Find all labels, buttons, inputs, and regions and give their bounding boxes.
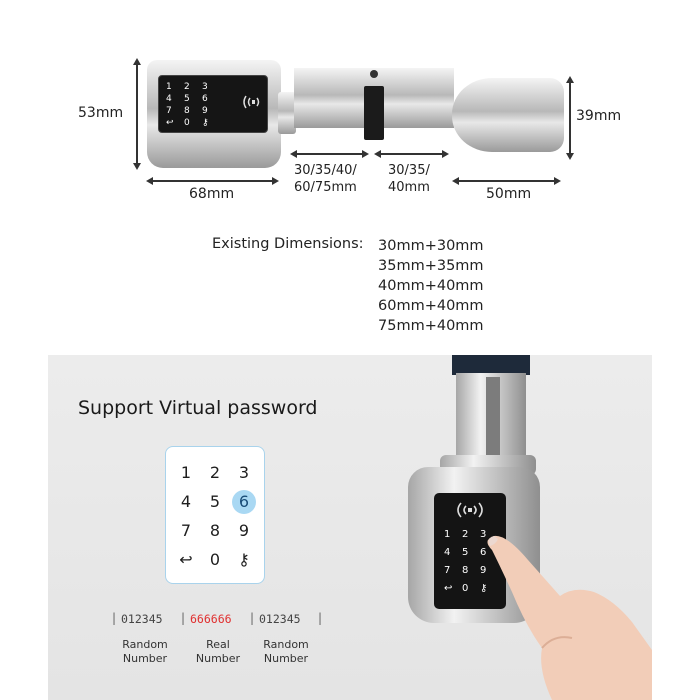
- arrow-up: [133, 58, 141, 65]
- existing-value: 60mm+40mm: [378, 298, 484, 314]
- small-keypad-grid: [164, 80, 240, 130]
- arrow-left: [374, 150, 381, 158]
- small-key: 6: [202, 94, 208, 104]
- existing-value: 40mm+40mm: [378, 278, 484, 294]
- dim-label-panel: 68mm: [189, 186, 235, 202]
- dim-label-height-right: 39mm: [576, 108, 622, 124]
- rfid-icon: [455, 500, 485, 520]
- dim-line-cyl-left: [294, 153, 364, 155]
- existing-label: Existing Dimensions:: [212, 236, 364, 252]
- key-7: 7: [180, 521, 192, 540]
- lock-key: 2: [462, 529, 469, 540]
- lock-key: ⚷: [480, 583, 488, 594]
- small-key: 5: [184, 94, 190, 104]
- small-key: 7: [166, 106, 172, 116]
- arrow-down: [133, 163, 141, 170]
- lock-key: 5: [462, 547, 469, 558]
- dim-label-cyl-right: 30/35/ 40mm: [388, 163, 430, 195]
- hand-icon: [482, 530, 652, 700]
- separator: |: [318, 611, 323, 625]
- separator: |: [181, 611, 186, 625]
- dim-line-panel: [150, 180, 274, 182]
- existing-value: 75mm+40mm: [378, 318, 484, 334]
- virtual-password-title: Support Virtual password: [78, 397, 318, 419]
- random-number-right: 012345: [259, 612, 301, 626]
- key-2: 2: [209, 463, 221, 482]
- small-key: 3: [202, 82, 208, 92]
- arrow-up: [566, 76, 574, 83]
- lock-key: 3: [480, 529, 487, 540]
- cylinder-cam: [364, 86, 384, 140]
- lock-key: 1: [444, 529, 451, 540]
- dim-line-cyl-right: [378, 153, 444, 155]
- key-icon: ⚷: [238, 550, 250, 569]
- key-1: 1: [180, 463, 192, 482]
- existing-value: 35mm+35mm: [378, 258, 484, 274]
- random-number-left: 012345: [121, 612, 163, 626]
- small-key: 4: [166, 94, 172, 104]
- separator: |: [250, 611, 255, 625]
- arrow-left: [452, 177, 459, 185]
- dim-label-knob: 50mm: [486, 186, 532, 202]
- small-key: 1: [166, 82, 172, 92]
- dim-line-knob: [456, 180, 556, 182]
- small-key: 9: [202, 106, 208, 116]
- real-number: 666666: [190, 612, 232, 626]
- small-key: 2: [184, 82, 190, 92]
- key-4: 4: [180, 492, 192, 511]
- dim-line-height-right: [569, 80, 571, 156]
- lock-key: 7: [444, 565, 451, 576]
- key-6-highlighted: 6: [232, 490, 256, 514]
- lock-key: 4: [444, 547, 451, 558]
- arrow-left: [146, 177, 153, 185]
- rfid-icon: [242, 94, 264, 110]
- lock-key: 9: [480, 565, 487, 576]
- dim-line-height-left: [136, 62, 138, 166]
- lock-key: 0: [462, 583, 469, 594]
- key-9: 9: [238, 521, 250, 540]
- lock-cam-bar: [486, 377, 500, 467]
- key-8: 8: [209, 521, 221, 540]
- back-arrow-icon: ↩: [179, 550, 193, 569]
- cylinder-screw: [370, 70, 378, 78]
- dim-label-cyl-left: 30/35/40/ 60/75mm: [294, 163, 357, 195]
- small-key: ↩: [166, 118, 174, 128]
- knob: [452, 78, 564, 152]
- lock-key: ↩: [444, 583, 453, 594]
- arrow-down: [566, 153, 574, 160]
- virtual-keypad: [165, 446, 265, 584]
- key-5: 5: [209, 492, 221, 511]
- existing-values: [378, 236, 484, 336]
- key-0: 0: [209, 550, 221, 569]
- arrow-right: [442, 150, 449, 158]
- small-key: 0: [184, 118, 190, 128]
- arrow-right: [554, 177, 561, 185]
- lock-photo: [400, 355, 652, 700]
- caption-random-right: Random Number: [263, 638, 309, 665]
- small-key: 8: [184, 106, 190, 116]
- caption-real: Real Number: [195, 638, 241, 665]
- dim-label-height-left: 53mm: [78, 105, 124, 121]
- separator: |: [112, 611, 117, 625]
- lock-cylinder-top: [452, 355, 530, 375]
- lock-key: 8: [462, 565, 469, 576]
- arrow-right: [362, 150, 369, 158]
- arrow-left: [290, 150, 297, 158]
- existing-value: 30mm+30mm: [378, 238, 484, 254]
- key-3: 3: [238, 463, 250, 482]
- arrow-right: [272, 177, 279, 185]
- caption-random-left: Random Number: [122, 638, 168, 665]
- lock-key: 6: [480, 547, 487, 558]
- small-key: ⚷: [202, 118, 209, 128]
